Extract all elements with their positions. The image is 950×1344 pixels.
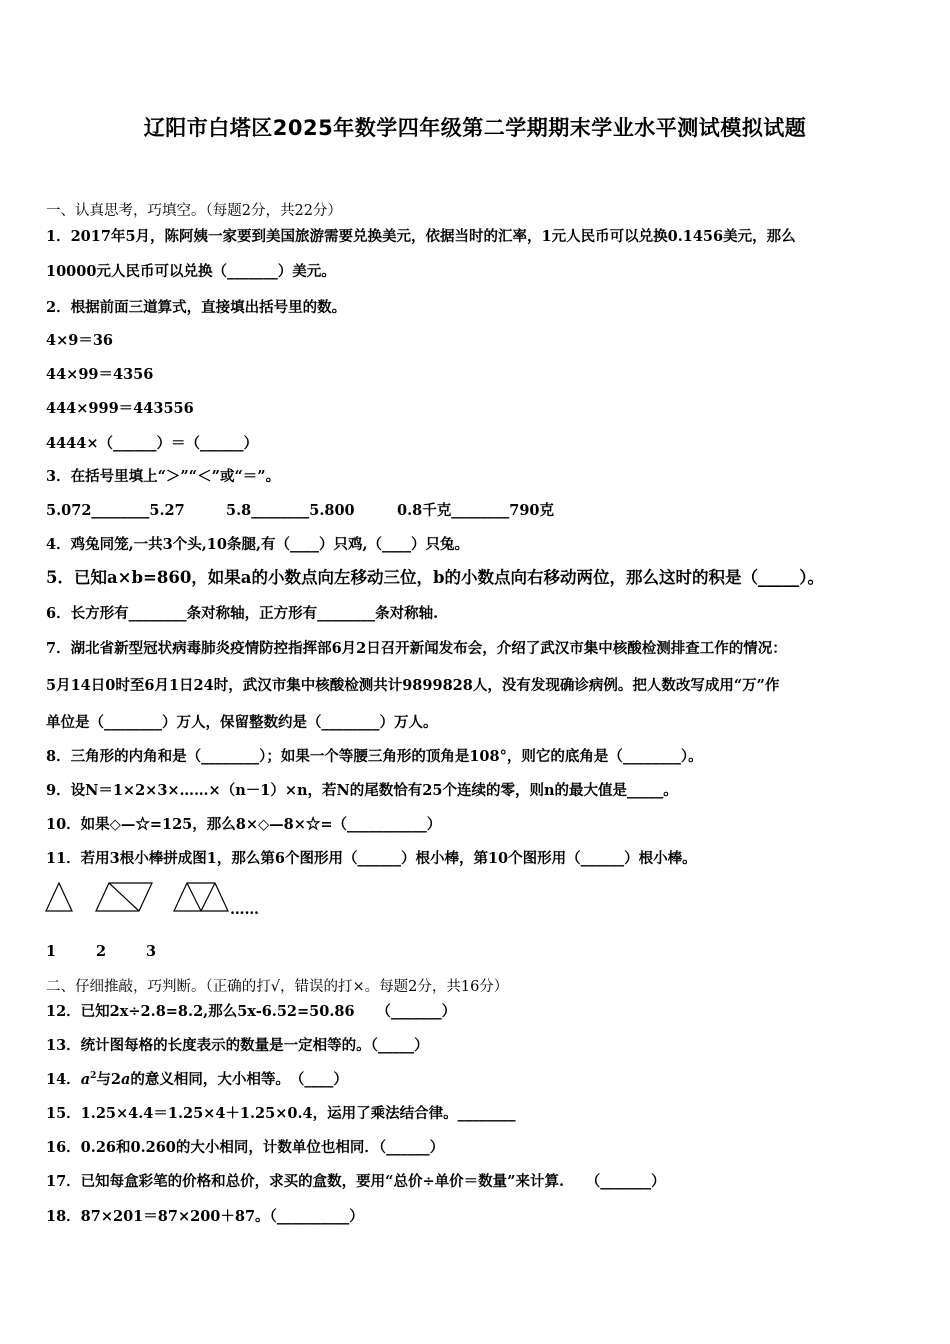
question-2-equation-1: 4×9＝36 bbox=[46, 332, 114, 349]
question-15: 15．1.25×4.4＝1.25×4＋1.25×0.4，运用了乘法结合律。________ bbox=[46, 1105, 516, 1122]
question-16: 16．0.26和0.260的大小相同，计数单位也相同．（______） bbox=[46, 1139, 445, 1156]
question-14 bbox=[46, 1070, 348, 1090]
question-12: 12．已知2x÷2.8=8.2,那么5x-6.52=50.86 （_______） bbox=[46, 1003, 457, 1020]
question-2-equation-4: 4444×（______）＝（______） bbox=[46, 435, 259, 452]
figure-1-triangle bbox=[46, 883, 72, 911]
figures-ellipsis: …… bbox=[230, 901, 259, 918]
question-7-line-1: 7．湖北省新型冠状病毒肺炎疫情防控指挥部6月2日召开新闻发布会，介绍了武汉市集中核酸检测排查工作的情况： bbox=[46, 640, 787, 657]
figure-2-parallelogram bbox=[96, 883, 152, 911]
question-3-compare-1: 5.072________5.27 bbox=[46, 502, 185, 519]
question-14-number: 14． bbox=[46, 1071, 81, 1088]
question-14-rest: 的意义相同，大小相等。 （____） bbox=[130, 1071, 348, 1088]
question-1-line-2: 10000元人民币可以兑换（_______）美元。 bbox=[46, 263, 336, 280]
question-1-line-1: 1．2017年5月，陈阿姨一家要到美国旅游需要兑换美元，依据当时的汇率，1元人民币可以兑换0.1456美元，那么 bbox=[46, 228, 796, 245]
question-2-equation-3: 444×999＝443556 bbox=[46, 400, 194, 417]
matchstick-triangle-figures bbox=[44, 880, 234, 914]
question-4: 4．鸡兔同笼,一共3个头,10条腿,有（____）只鸡,（____）只兔。 bbox=[46, 536, 470, 553]
question-9: 9．设N＝1×2×3×……×（n－1）×n，若N的尾数恰有25个连续的零，则n的最大值是_____。 bbox=[46, 782, 678, 799]
page-title: 辽阳市白塔区2025年数学四年级第二学期期末学业水平测试模拟试题 bbox=[143, 116, 807, 140]
question-13: 13．统计图每格的长度表示的数量是一定相等的。（_____） bbox=[46, 1037, 429, 1054]
figure-label-1: 1 bbox=[46, 943, 57, 960]
figure-label-3: 3 bbox=[146, 943, 157, 960]
section1-header: 一、认真思考，巧填空。（每题2分，共22分） bbox=[46, 203, 342, 219]
question-7-line-2: 5月14日0时至6月1日24时，武汉市集中核酸检测共计9899828人，没有发现确诊病例。把人数改写成用“万”作 bbox=[46, 677, 780, 694]
question-3-compare-3: 0.8千克________790克 bbox=[397, 502, 554, 519]
variable-a: a bbox=[80, 1071, 91, 1088]
question-14-mid: 与2 bbox=[96, 1071, 121, 1088]
question-6: 6．长方形有________条对称轴，正方形有________条对称轴. bbox=[46, 605, 439, 622]
variable-a-2: a bbox=[120, 1071, 131, 1088]
question-2: 2．根据前面三道算式，直接填出括号里的数。 bbox=[46, 299, 347, 316]
question-17: 17．已知每盒彩笔的价格和总价，求买的盒数，要用“总价÷单价＝数量”来计算. （_______） bbox=[46, 1173, 666, 1190]
question-10: 10．如果◇—☆=125，那么8×◇—8×☆=（___________） bbox=[46, 816, 442, 833]
exponent: 2 bbox=[90, 1071, 97, 1082]
section2-header: 二、仔细推敲，巧判断。（正确的打√，错误的打×。每题2分，共16分） bbox=[46, 979, 509, 995]
figure-3-trapezoid bbox=[174, 883, 228, 911]
question-3: 3．在括号里填上“＞”“＜”或“＝”。 bbox=[46, 468, 281, 485]
question-5: 5．已知a×b=860，如果a的小数点向左移动三位，b的小数点向右移动两位，那么这时的积是（_____）。 bbox=[46, 568, 825, 587]
question-2-equation-2: 44×99＝4356 bbox=[46, 366, 154, 383]
question-11: 11．若用3根小棒拼成图1，那么第6个图形用（______）根小棒，第10个图形用（______）根小棒。 bbox=[46, 850, 697, 867]
question-3-compare-2: 5.8________5.800 bbox=[226, 502, 355, 519]
question-7-line-3: 单位是（________）万人，保留整数约是（________）万人。 bbox=[46, 714, 438, 731]
question-8: 8．三角形的内角和是（________）；如果一个等腰三角形的顶角是108°，则它的底角是（________）。 bbox=[46, 748, 703, 765]
figure-label-2: 2 bbox=[96, 943, 107, 960]
question-18: 18．87×201＝87×200＋87。（__________） bbox=[46, 1208, 364, 1225]
